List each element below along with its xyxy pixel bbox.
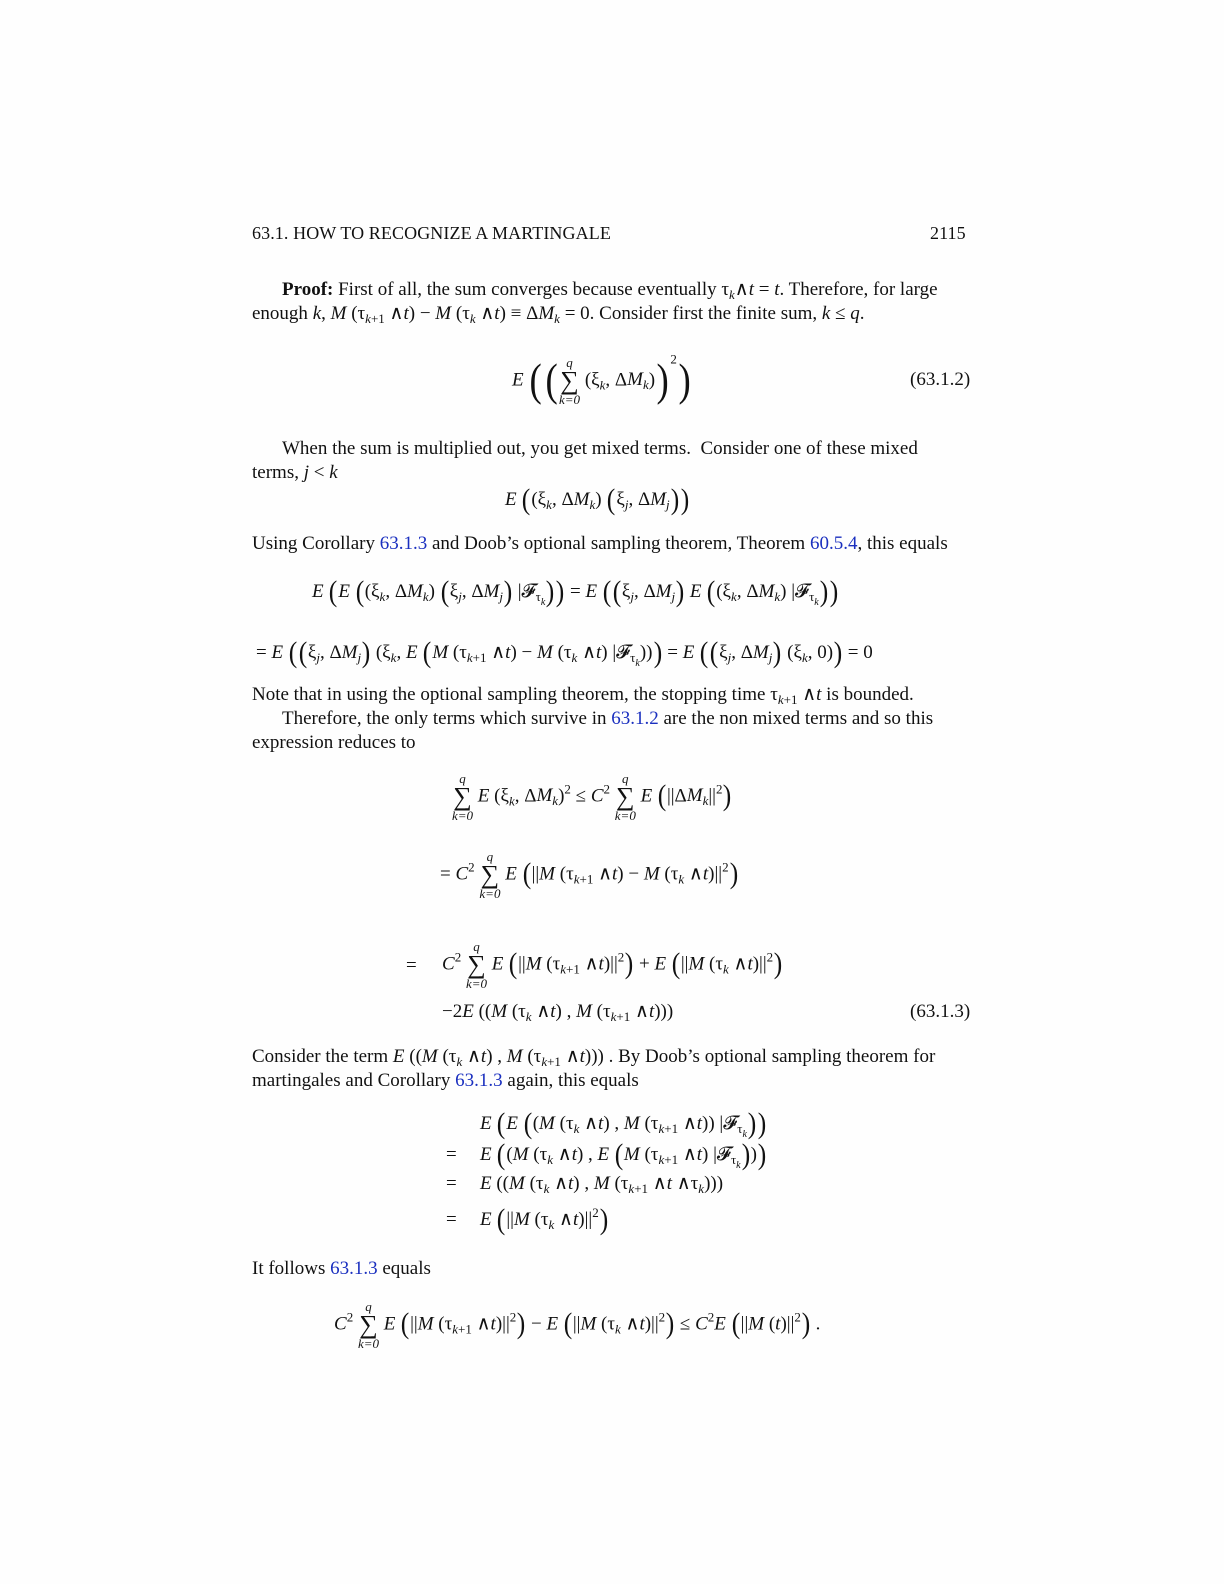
running-header-section: 63.1. HOW TO RECOGNIZE A MARTINGALE — [252, 223, 611, 243]
follows-line: It follows 63.1.3 equals — [252, 1258, 431, 1279]
equation-link-2[interactable]: 63.1.3 — [330, 1258, 378, 1279]
consider-line-1: Consider the term E ((M ($\tau_k$ ∧t) , M ($\tau_{k+1}$ ∧t))) . By Doob’s optional sampling theorem for — [252, 1046, 936, 1069]
therefore-line-1: Therefore, the only terms which survive in 63.1.2 are the non mixed terms and so this — [282, 708, 934, 729]
sum-inequality-line-4: −2E ((M ($\tau_k$ ∧t) , M ($\tau_{k+1}$ ∧t))) — [442, 1001, 674, 1024]
equation-number-63-1-2: (63.1.2) — [910, 369, 971, 390]
mixed-line-2: terms, j < k — [252, 462, 338, 483]
mixed-term-equation: E (($\xi_k$, $\Delta M_k$) ($\xi_j$, $\Delta M_j$)) — [505, 483, 689, 516]
conditional-expectation-equation-2: = E (($\xi_j$, $\Delta M_j$) ($\xi_k$, E (M ($\tau_{k+1}$ ∧t) − M ($\tau_k$ ∧t) |𝓕$_{\tau_k}$))) = E (($\xi_j$, $\Delta M_j$) ($\xi_k$, 0)) = 0 — [256, 636, 873, 669]
mixed-line-1: When the sum is multiplied out, you get mixed terms. Consider one of these mixed — [282, 438, 918, 459]
equals-sign-63-1-3: = — [406, 955, 417, 976]
final-inequality: $C^2$ q ∑ k=0 E (||M ($\tau_{k+1}$ $\wedge t)||^2) - E$ (||M ($\tau_k$ $\wedge t)||^2) \le C^2E$ (||M $(t)||^2$) . — [334, 1299, 821, 1351]
proof-line-2: enough k, M ($\tau_{k+1}$ ∧t) − M ($\tau_k$ ∧t) ≡ $\Delta M_k = 0$. Consider first the finite sum, k ≤ q. — [252, 303, 865, 326]
equation-number-63-1-3: (63.1.3) — [910, 1001, 971, 1022]
corollary-link[interactable]: 63.1.3 — [379, 533, 428, 554]
proof-line-1: Proof: First of all, the sum converges because eventually $\tau_k\wedge t = t$. Therefore, for large — [282, 279, 938, 302]
theorem-link[interactable]: 60.5.4 — [809, 533, 858, 554]
eqarray-equals-4: = — [446, 1209, 457, 1230]
eqarray-line-1: E (E ((M ($\tau_k$ ∧t) , M ($\tau_{k+1}$ ∧t)) |𝓕$_{\tau_k}$)) — [480, 1107, 767, 1140]
eqarray-equals-2: = — [446, 1144, 457, 1165]
eqarray-equals-3: = — [446, 1173, 457, 1194]
equation-63-1-2: E (( q ∑ k=0 ($\xi_k$, $\Delta M_k$)) $^2$) — [512, 351, 691, 407]
running-header-page-number: 2115 — [930, 223, 966, 243]
eqarray-line-2: E ((M ($\tau_k$ ∧t) , E (M ($\tau_{k+1}$ ∧t) |𝓕$_{\tau_k}$))) — [480, 1138, 767, 1171]
sum-inequality-line-2: = $C^2$ q ∑ k=0 E (||M ($\tau_{k+1}$ ∧t) − M ($\tau_k$ $\wedge t)||^2$) — [440, 849, 738, 901]
conditional-expectation-equation-1: E (E (($\xi_k$, $\Delta M_k$) ($\xi_j$, $\Delta M_j$) |𝓕$_{\tau_k}$)) = E (($\xi_j$, $\Delta M_j$) E (($\xi_k$, $\Delta M_k$) |𝓕$_{\tau_k}$)) — [312, 575, 838, 608]
note-line: Note that in using the optional sampling theorem, the stopping time $\tau_{k+1}$ ∧t is bounded. — [252, 684, 914, 707]
consider-line-2: martingales and Corollary 63.1.3 again, this equals — [252, 1070, 639, 1091]
equation-link[interactable]: 63.1.2 — [611, 708, 659, 729]
eqarray-line-3: E ((M ($\tau_k$ ∧t) , M ($\tau_{k+1}$ ∧t $\wedge\tau_k$))) — [480, 1173, 724, 1196]
using-corollary-line: Using Corollary 63.1.3 and Doob’s optional sampling theorem, Theorem 60.5.4, this equals — [252, 533, 948, 554]
sum-inequality-line-1: q ∑ k=0 E ($\xi_k$, $\Delta M_k)^2 \le C^2$ q ∑ k=0 E $(||\Delta M_k||^2)$ — [452, 771, 732, 823]
corollary-link-2[interactable]: 63.1.3 — [455, 1070, 503, 1091]
proof-label: Proof: — [282, 279, 334, 300]
therefore-line-2: expression reduces to — [252, 732, 416, 753]
eqarray-line-4: E (||M ($\tau_k$ $\wedge t)||^2$) — [480, 1203, 608, 1236]
sum-inequality-line-3: $C^2$ q ∑ k=0 E (||M ($\tau_{k+1}$ $\wedge t)||^2) + E$ (||M ($\tau_k$ $\wedge t)||^2$) — [442, 939, 783, 991]
